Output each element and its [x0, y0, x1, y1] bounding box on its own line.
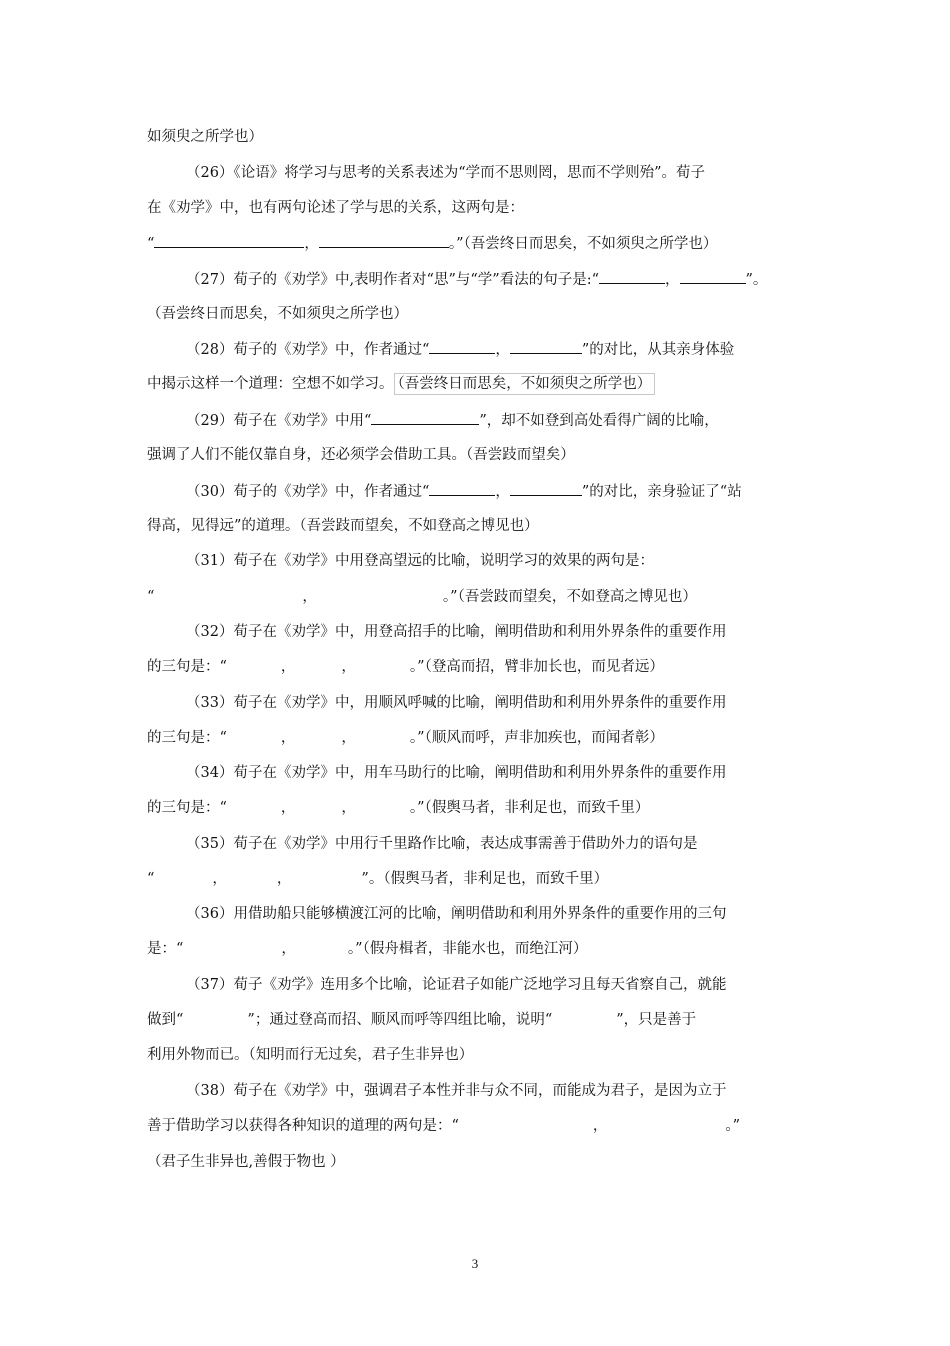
- text-span: 。”: [725, 1118, 741, 1134]
- answer-blank[interactable]: [599, 269, 665, 284]
- text-line: [147, 374, 655, 394]
- text-span: ”；通过登高而招、顺风而呼等四组比喻，说明“: [247, 1012, 553, 1028]
- text-span: 中揭示这样一个道理：空想不如学习。: [147, 376, 394, 392]
- quote-mark: “: [147, 236, 155, 252]
- text-line: [147, 304, 408, 324]
- punct: ，: [212, 871, 227, 887]
- quote-mark: “: [147, 589, 155, 605]
- question-30: [186, 481, 742, 502]
- punct: ，: [592, 1118, 608, 1134]
- answer-blank[interactable]: [510, 339, 582, 354]
- question-35: [186, 834, 697, 854]
- text-span: ”的对比，亲身验证了“站: [581, 484, 742, 500]
- text-span: ”。（假舆马者，非利足也，而致千里）: [361, 871, 609, 887]
- text-line: [147, 1010, 696, 1030]
- text-span: ”，只是善于: [616, 1012, 697, 1028]
- text-line: [147, 798, 649, 818]
- question-33: [186, 693, 726, 713]
- question-36: [186, 904, 726, 924]
- text-span: 。”（吾尝终日而思矣，不如须臾之所学也）: [448, 236, 718, 252]
- text-span: （31）荀子在《劝学》中用登高望远的比喻，说明学习的效果的两句是：: [186, 553, 654, 569]
- question-34: [186, 763, 726, 783]
- answer-blank[interactable]: [429, 339, 495, 354]
- question-31: [186, 551, 654, 571]
- text-span: （36）用借助船只能够横渡江河的比喻，阐明借助和利用外界条件的重要作用的三句: [186, 906, 727, 922]
- answer-blank[interactable]: [429, 481, 495, 496]
- punct: ，: [281, 941, 296, 957]
- text-line: [147, 869, 608, 889]
- text-span: 。”（假舟楫者，非能水也，而绝江河）: [347, 941, 588, 957]
- text-span: 。”（登高而招，臂非加长也，而见者远）: [409, 659, 664, 675]
- punct: ，: [276, 871, 292, 887]
- question-29: [186, 410, 719, 431]
- text-span: 。”（顺风而呼，声非加疾也，而闻者彰）: [409, 730, 664, 746]
- text-span: 善于借助学习以获得各种知识的道理的两句是：“: [147, 1118, 459, 1134]
- text-span: 利用外物而已。（知明而行无过矣，君子生非异也）: [147, 1047, 474, 1063]
- punct: ，: [280, 800, 296, 816]
- text-span: （君子生非异也,善假于物也 ）: [147, 1154, 345, 1170]
- question-27: [186, 269, 767, 290]
- text-line: [147, 939, 587, 959]
- text-span: 如须臾之所学也）: [147, 129, 263, 145]
- text-line: [147, 127, 263, 147]
- punct: ，: [304, 236, 319, 252]
- punct: ，: [341, 800, 356, 816]
- text-line: [147, 516, 539, 536]
- text-span: 的三句是：“: [147, 659, 227, 675]
- quote-mark: “: [147, 871, 155, 887]
- boxed-answer: （吾尝终日而思矣，不如须臾之所学也）: [394, 373, 656, 395]
- text-span: （34）荀子在《劝学》中，用车马助行的比喻，阐明借助和利用外界条件的重要作用: [186, 765, 727, 781]
- answer-blank[interactable]: [371, 410, 479, 425]
- text-span: （吾尝终日而思矣，不如须臾之所学也）: [147, 306, 408, 322]
- question-32: [186, 622, 726, 642]
- text-span: （35）荀子在《劝学》中用行千里路作比喻，表达成事需善于借助外力的语句是: [186, 836, 698, 852]
- punct: ，: [665, 272, 680, 288]
- text-span: （27）荀子的《劝学》中,表明作者对“思”与“学”看法的句子是:“: [186, 272, 600, 288]
- answer-blank[interactable]: [319, 233, 449, 248]
- text-line: [147, 587, 697, 607]
- text-span: 得高，见得远”的道理。（吾尝跂而望矣，不如登高之博见也）: [147, 518, 539, 534]
- text-span: ”，却不如登到高处看得广阔的比喻，: [479, 413, 719, 429]
- text-span: （30）荀子的《劝学》中，作者通过“: [186, 484, 430, 500]
- text-line: [147, 1116, 740, 1136]
- text-span: ”的对比，从其亲身体验: [581, 342, 735, 358]
- text-span: （37）荀子《劝学》连用多个比喻，论证君子如能广泛地学习且每天省察自己，就能: [186, 977, 727, 993]
- punct: ，: [341, 730, 356, 746]
- text-line: [147, 233, 717, 254]
- text-span: （26）《论语》将学习与思考的关系表述为“学而不思则罔，思而不学则殆”。荀子: [186, 165, 706, 181]
- text-line: [147, 1045, 473, 1065]
- text-span: 的三句是：“: [147, 800, 227, 816]
- text-span: 。”（吾尝跂而望矣，不如登高之博见也）: [442, 589, 697, 605]
- text-line: [147, 198, 524, 218]
- text-span: （33）荀子在《劝学》中，用顺风呼喊的比喻，阐明借助和利用外界条件的重要作用: [186, 695, 727, 711]
- answer-blank[interactable]: [510, 481, 582, 496]
- answer-blank[interactable]: [154, 233, 304, 248]
- text-span: ”。: [745, 272, 768, 288]
- text-span: 做到“: [147, 1012, 184, 1028]
- question-28: [186, 339, 734, 360]
- text-line: [147, 728, 664, 748]
- text-span: （29）荀子在《劝学》中用“: [186, 413, 372, 429]
- punct: ，: [495, 342, 510, 358]
- answer-blank[interactable]: [680, 269, 746, 284]
- page-number: 3: [471, 1256, 479, 1271]
- punct: ，: [280, 659, 296, 675]
- question-38: [186, 1081, 726, 1101]
- question-26: [186, 163, 705, 183]
- text-line: [147, 1152, 345, 1172]
- text-span: 。”（假舆马者，非利足也，而致千里）: [409, 800, 650, 816]
- text-span: 的三句是：“: [147, 730, 227, 746]
- text-span: 在《劝学》中，也有两句论述了学与思的关系，这两句是：: [147, 200, 524, 216]
- punct: ，: [280, 730, 296, 746]
- punct: ，: [302, 589, 317, 605]
- text-span: （32）荀子在《劝学》中，用登高招手的比喻，阐明借助和利用外界条件的重要作用: [186, 624, 727, 640]
- text-line: [147, 445, 575, 465]
- question-37: [186, 975, 726, 995]
- punct: ，: [495, 484, 510, 500]
- text-span: （38）荀子在《劝学》中，强调君子本性并非与众不同，而能成为君子，是因为立于: [186, 1083, 727, 1099]
- text-span: 强调了人们不能仅靠自身，还必须学会借助工具。（吾尝跂而望矣）: [147, 447, 575, 463]
- text-span: （28）荀子的《劝学》中，作者通过“: [186, 342, 430, 358]
- text-span: 是：“: [147, 941, 184, 957]
- text-line: [147, 657, 664, 677]
- punct: ，: [341, 659, 356, 675]
